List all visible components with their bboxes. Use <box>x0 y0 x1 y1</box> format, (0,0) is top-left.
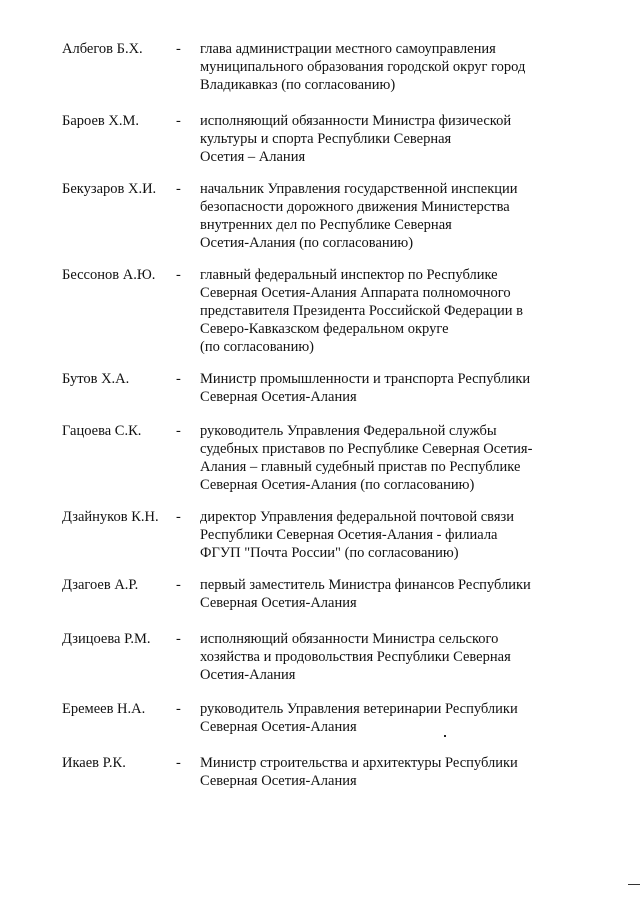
person-name: Бекузаров Х.И. <box>62 181 157 197</box>
position-description: глава администрации местного самоуправления муниципального образования городской округ город Владикавказ (по согласованию) <box>200 41 526 93</box>
position-description: исполняющий обязанности Министра физической культуры и спорта Республики Северная Осетия – Алания <box>200 113 512 165</box>
person-name: Дзагоев А.Р. <box>62 577 139 593</box>
dash-separator: - <box>176 267 181 283</box>
dash-separator: - <box>176 577 181 593</box>
page-edge-mark <box>628 884 640 885</box>
dash-separator: - <box>176 371 181 387</box>
person-name: Бароев Х.М. <box>62 113 139 129</box>
scan-speck <box>444 735 446 737</box>
position-description: руководитель Управления ветеринарии Республики Северная Осетия-Алания <box>200 701 518 735</box>
dash-separator: - <box>176 181 181 197</box>
position-description: первый заместитель Министра финансов Республики Северная Осетия-Алания <box>200 577 531 611</box>
person-name: Гацоева С.К. <box>62 423 142 439</box>
position-description: главный федеральный инспектор по Республике Северная Осетия-Алания Аппарата полномочного представителя Президента Российской Федерации в Северо-Кавказском федеральном округе (по согласованию) <box>200 267 523 355</box>
person-name: Албегов Б.Х. <box>62 41 143 57</box>
dash-separator: - <box>176 41 181 57</box>
dash-separator: - <box>176 509 181 525</box>
dash-separator: - <box>176 113 181 129</box>
person-name: Дзайнуков К.Н. <box>62 509 159 525</box>
person-name: Дзицоева Р.М. <box>62 631 151 647</box>
person-name: Икаев Р.К. <box>62 755 126 771</box>
position-description: начальник Управления государственной инспекции безопасности дорожного движения Министерства внутренних дел по Республике Северная Осетия-Алания (по согласованию) <box>200 181 518 251</box>
person-name: Бутов Х.А. <box>62 371 130 387</box>
position-description: Министр строительства и архитектуры Республики Северная Осетия-Алания <box>200 755 518 789</box>
position-description: Министр промышленности и транспорта Республики Северная Осетия-Алания <box>200 371 531 405</box>
dash-separator: - <box>176 701 181 717</box>
position-description: директор Управления федеральной почтовой связи Республики Северная Осетия-Алания - филиала ФГУП "Почта России" (по согласованию) <box>200 509 514 561</box>
person-name: Еремеев Н.А. <box>62 701 146 717</box>
dash-separator: - <box>176 631 181 647</box>
person-name: Бессонов А.Ю. <box>62 267 156 283</box>
position-description: исполняющий обязанности Министра сельского хозяйства и продовольствия Республики Северная Осетия-Алания <box>200 631 511 683</box>
position-description: руководитель Управления Федеральной службы судебных приставов по Республике Северная Осетия- Алания – главный судебный пристав по Республике Северная Осетия-Алания (по согласованию) <box>200 423 533 493</box>
dash-separator: - <box>176 755 181 771</box>
dash-separator: - <box>176 423 181 439</box>
